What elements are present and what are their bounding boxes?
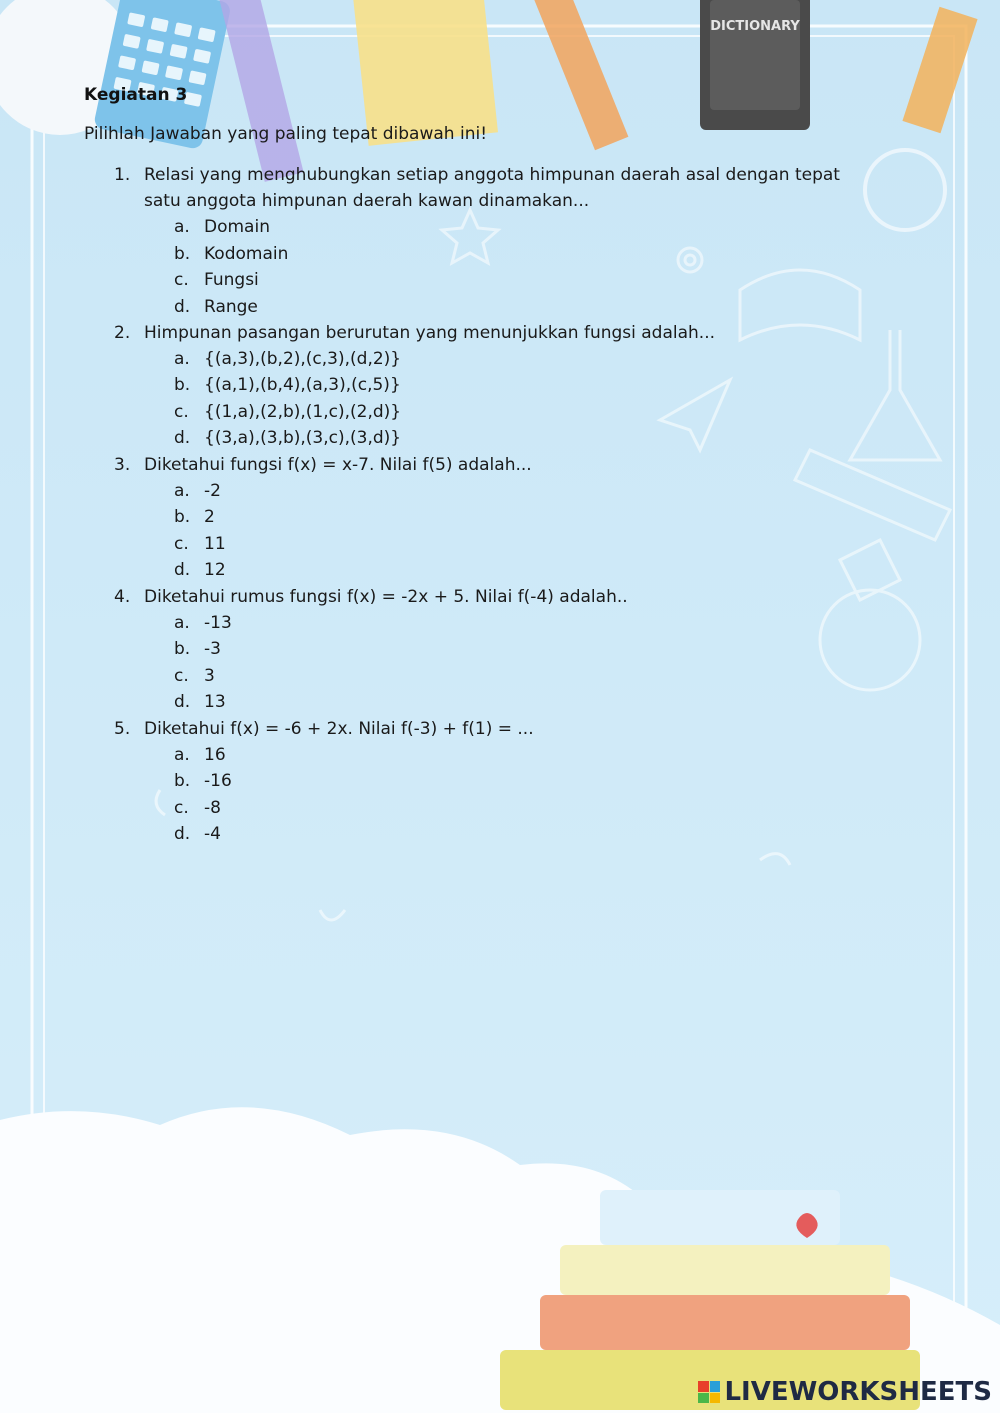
option-letter: a. (174, 613, 190, 633)
option-text: -3 (204, 639, 221, 659)
option-letter: d. (174, 560, 191, 580)
question-text: Himpunan pasangan berurutan yang menunjukkan fungsi adalah... (144, 323, 716, 343)
option-letter: c. (174, 402, 189, 422)
question-text: satu anggota himpunan daerah kawan dinamakan... (144, 191, 590, 211)
option-text: -13 (204, 613, 232, 633)
option-letter: a. (174, 349, 190, 369)
option-text: {(3,a),(3,b),(3,c),(3,d)} (204, 428, 402, 448)
option-text: 12 (204, 560, 226, 580)
option-letter: b. (174, 375, 191, 395)
question-number: 2. (114, 323, 131, 343)
page-title: Kegiatan 3 (84, 85, 188, 105)
question-text: Relasi yang menghubungkan setiap anggota himpunan daerah asal dengan tepat (144, 165, 840, 185)
option-text: 13 (204, 692, 226, 712)
option-text: 16 (204, 745, 226, 765)
option-letter: c. (174, 534, 189, 554)
option-text: 11 (204, 534, 226, 554)
instruction-text: Pilihlah Jawaban yang paling tepat dibawah ini! (84, 124, 488, 144)
option-letter: d. (174, 824, 191, 844)
option-letter: b. (174, 639, 191, 659)
liveworksheets-icon (698, 1381, 720, 1403)
option-text: -2 (204, 481, 221, 501)
question-number: 3. (114, 455, 131, 475)
option-text: Domain (204, 217, 270, 237)
brand-name: LIVEWORKSHEETS (724, 1377, 992, 1407)
option-letter: b. (174, 244, 191, 264)
option-text: Fungsi (204, 270, 259, 290)
option-letter: d. (174, 297, 191, 317)
question-text: Diketahui rumus fungsi f(x) = -2x + 5. Nilai f(-4) adalah.. (144, 587, 628, 607)
question-number: 1. (114, 165, 131, 185)
option-text: 3 (204, 666, 215, 686)
question-number: 4. (114, 587, 131, 607)
option-letter: a. (174, 745, 190, 765)
option-letter: d. (174, 692, 191, 712)
option-text: Range (204, 297, 258, 317)
option-text: -8 (204, 798, 221, 818)
liveworksheets-logo[interactable] (698, 1377, 992, 1407)
option-text: {(a,1),(b,4),(a,3),(c,5)} (204, 375, 401, 395)
option-letter: a. (174, 481, 190, 501)
svg-text:DICTIONARY: DICTIONARY (710, 19, 800, 34)
option-letter: c. (174, 666, 189, 686)
option-letter: b. (174, 507, 191, 527)
option-letter: d. (174, 428, 191, 448)
option-letter: c. (174, 798, 189, 818)
option-text: {(a,3),(b,2),(c,3),(d,2)} (204, 349, 402, 369)
question-number: 5. (114, 719, 131, 739)
option-text: -16 (204, 771, 232, 791)
question-text: Diketahui fungsi f(x) = x-7. Nilai f(5) adalah... (144, 455, 532, 475)
option-letter: c. (174, 270, 189, 290)
option-text: 2 (204, 507, 215, 527)
question-text: Diketahui f(x) = -6 + 2x. Nilai f(-3) + f(1) = ... (144, 719, 534, 739)
option-text: {(1,a),(2,b),(1,c),(2,d)} (204, 402, 402, 422)
option-text: Kodomain (204, 244, 289, 264)
option-letter: a. (174, 217, 190, 237)
option-letter: b. (174, 771, 191, 791)
option-text: -4 (204, 824, 221, 844)
